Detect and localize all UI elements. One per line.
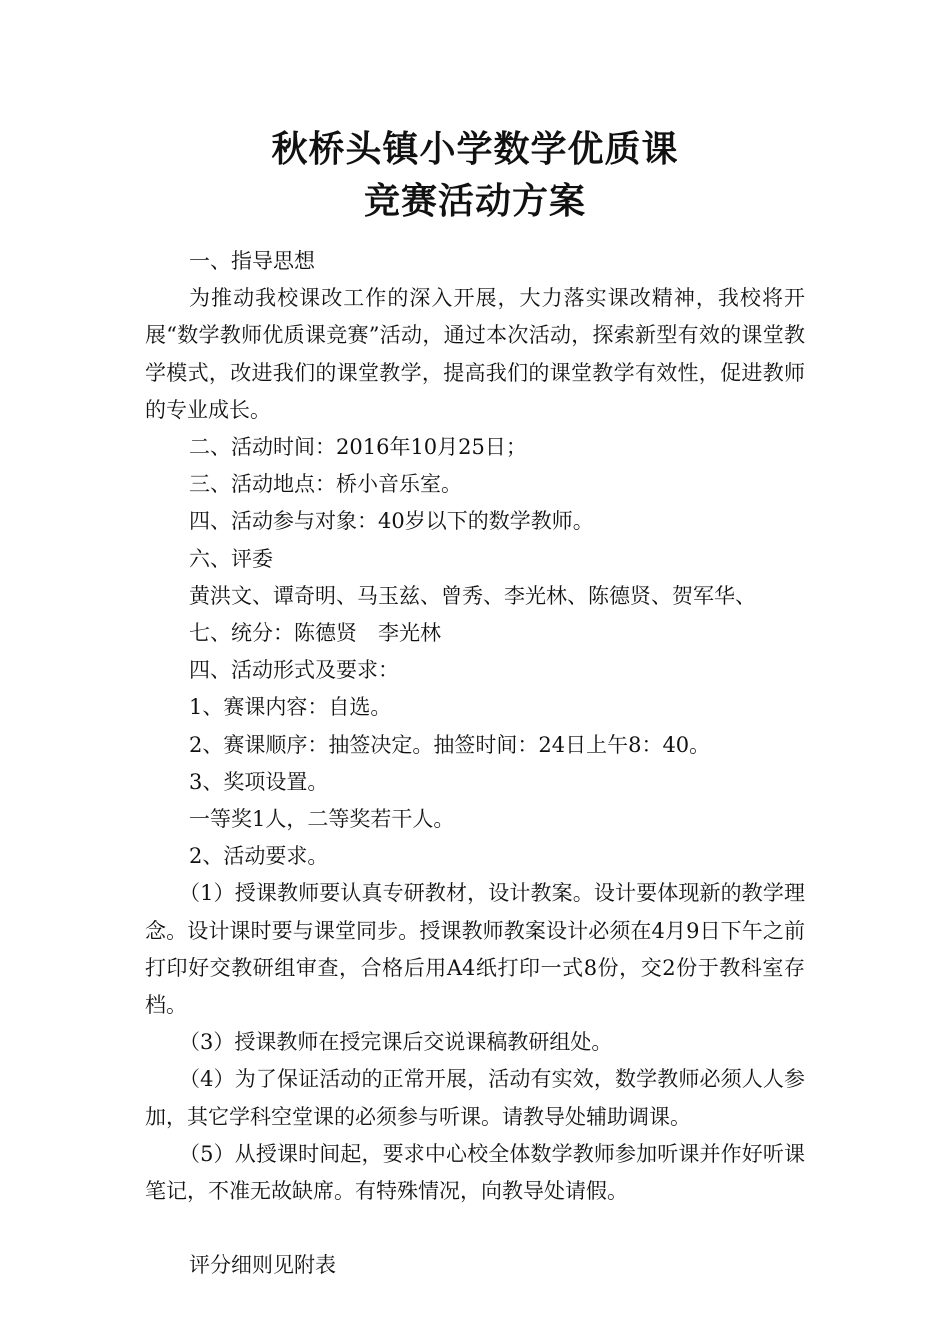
paragraph-purpose: 为推动我校课改工作的深入开展，大力落实课改精神，我校将开展“数学教师优质课竞赛”活动，通过本次活动，探索新型有效的课堂教学模式，改进我们的课堂教学，提高我们的课堂教学有效性，促进教师的专业成长。 — [145, 286, 805, 422]
activity-participants: 四、活动参与对象：40岁以下的数学教师。 — [189, 509, 594, 534]
lesson-order: 2、赛课顺序：抽签决定。抽签时间：24日上午8：40。 — [189, 732, 711, 757]
document-body — [145, 243, 805, 1284]
document-title-line-2: 竞赛活动方案 — [363, 181, 586, 222]
awards-detail: 一等奖1人，二等奖若干人。 — [189, 807, 455, 832]
requirement-1: （1）授课教师要认真专研教材，设计教案。设计要体现新的教学理念。设计课时要与课堂同步。授课教师教案设计必须在4月9日下午之前打印好交教研组审查，合格后用A4纸打印一式8份，交2份于教科室存档。 — [145, 881, 805, 1018]
requirement-4: （4）为了保证活动的正常开展，活动有实效，数学教师必须人人参加，其它学科空堂课的必须参与听课。请教导处辅助调课。 — [145, 1067, 805, 1129]
blank-line — [145, 1210, 805, 1247]
judges-list: 黄洪文、谭奇明、马玉兹、曾秀、李光林、陈德贤、贺军华、 — [189, 583, 756, 608]
document-title-line-1: 秋桥头镇小学数学优质课 — [271, 129, 679, 170]
lesson-content: 1、赛课内容：自选。 — [189, 695, 392, 720]
activity-location: 三、活动地点：桥小音乐室。 — [189, 472, 462, 497]
section-heading-format: 四、活动形式及要求： — [189, 658, 399, 683]
requirements-heading: 2、活动要求。 — [189, 844, 329, 869]
requirement-5: （5）从授课时间起，要求中心校全体数学教师参加听课并作好听课笔记，不准无故缺席。有特殊情况，向教导处请假。 — [145, 1141, 805, 1204]
section-heading-guiding-thought: 一、指导思想 — [189, 249, 315, 273]
activity-time: 二、活动时间：2016年10月25日； — [189, 435, 527, 460]
scoring-note: 评分细则见附表 — [189, 1253, 336, 1278]
section-heading-judges: 六、评委 — [189, 546, 273, 571]
requirement-3: （3）授课教师在授完课后交说课稿教研组处。 — [179, 1030, 613, 1055]
score-tally: 七、统分：陈德贤 李光林 — [189, 621, 441, 646]
awards-heading: 3、奖项设置。 — [189, 769, 329, 794]
